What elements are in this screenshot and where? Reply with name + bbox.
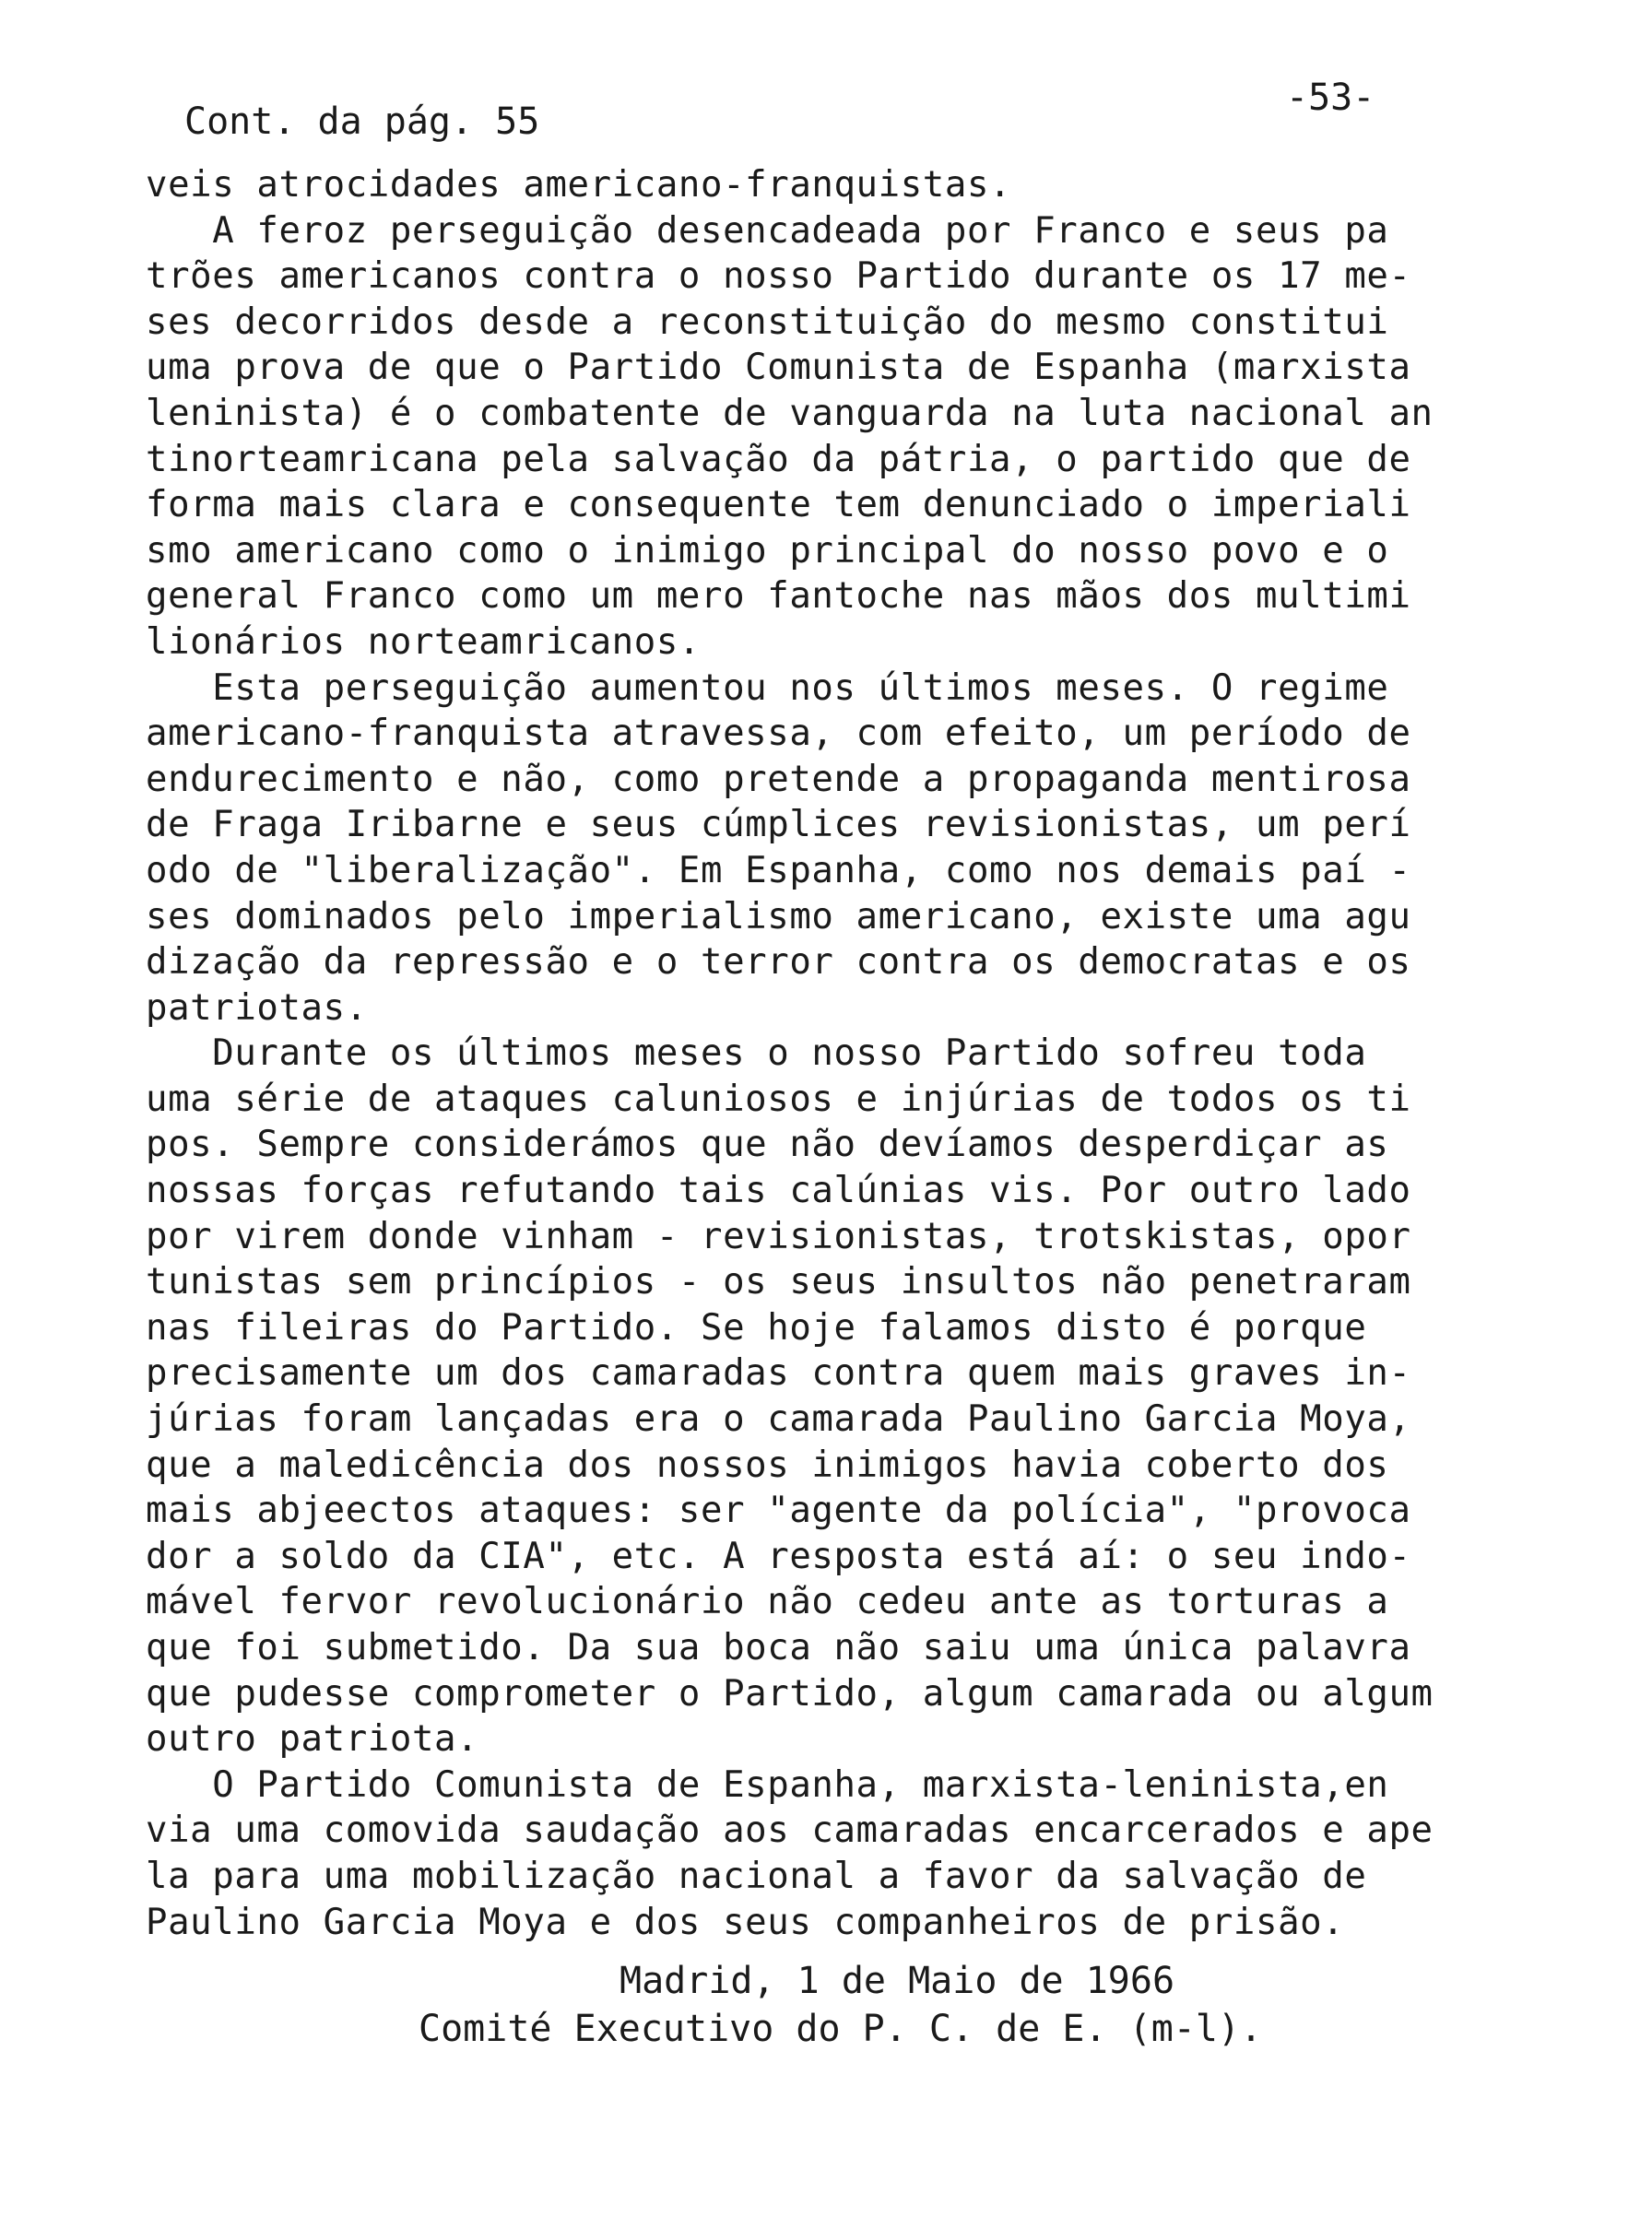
body-line: júrias foram lançadas era o camarada Paulino Garcia Moya, bbox=[146, 1398, 1411, 1441]
body-line: americano-franquista atravessa, com efeito, um período de bbox=[146, 713, 1411, 755]
body-line: ses decorridos desde a reconstituição do mesmo constitui bbox=[146, 301, 1389, 343]
body-line: tunistas sem princípios - os seus insultos não penetraram bbox=[146, 1261, 1411, 1303]
body-line: outro patriota. bbox=[146, 1718, 479, 1761]
document-body bbox=[146, 162, 1584, 1945]
body-line: trões americanos contra o nosso Partido durante os 17 me- bbox=[146, 255, 1411, 298]
body-line: smo americano como o inimigo principal do nosso povo e o bbox=[146, 529, 1389, 572]
body-line: lionários norteamricanos. bbox=[146, 620, 701, 663]
body-line: pos. Sempre considerámos que não devíamos desperdiçar as bbox=[146, 1124, 1389, 1166]
body-line: dização da repressão e o terror contra os democratas e os bbox=[146, 941, 1411, 984]
body-line: uma prova de que o Partido Comunista de Espanha (marxista bbox=[146, 347, 1411, 389]
body-line: dor a soldo da CIA", etc. A resposta está aí: o seu indo- bbox=[146, 1535, 1411, 1577]
body-line: precisamente um dos camaradas contra quem mais graves in- bbox=[146, 1352, 1411, 1395]
body-line: Esta perseguição aumentou nos últimos meses. O regime bbox=[146, 666, 1389, 709]
body-line: odo de "liberalização". Em Espanha, como nos demais paí - bbox=[146, 849, 1411, 891]
body-line: patriotas. bbox=[146, 986, 368, 1029]
body-line: mável fervor revolucionário não cedeu ante as torturas a bbox=[146, 1581, 1389, 1623]
body-line: nas fileiras do Partido. Se hoje falamos disto é porque bbox=[146, 1306, 1367, 1349]
body-line: A feroz perseguição desencadeada por Franco e seus pa bbox=[146, 209, 1389, 252]
body-line: mais abjeectos ataques: ser "agente da polícia", "provoca bbox=[146, 1490, 1411, 1532]
body-line: la para uma mobilização nacional a favor da salvação de bbox=[146, 1855, 1367, 1897]
body-line: que a maledicência dos nossos inimigos havia coberto dos bbox=[146, 1444, 1389, 1486]
body-line: O Partido Comunista de Espanha, marxista-leninista,en bbox=[146, 1763, 1389, 1806]
signing-committee: Comité Executivo do P. C. de E. (m-l). bbox=[419, 2008, 1263, 2050]
body-line: general Franco como um mero fantoche nas mãos dos multimi bbox=[146, 575, 1411, 618]
body-line: veis atrocidades americano-franquistas. bbox=[146, 164, 1012, 206]
body-line: que pudesse comprometer o Partido, algum camarada ou algum bbox=[146, 1672, 1434, 1715]
body-line: ses dominados pelo imperialismo americano, existe uma agu bbox=[146, 895, 1411, 937]
body-line: via uma comovida saudação aos camaradas encarcerados e ape bbox=[146, 1810, 1434, 1852]
body-line: nossas forças refutando tais calúnias vis. Por outro lado bbox=[146, 1170, 1411, 1212]
body-line: tinorteamricana pela salvação da pátria, o partido que de bbox=[146, 438, 1411, 480]
place-date: Madrid, 1 de Maio de 1966 bbox=[620, 1960, 1175, 2002]
body-line: Durante os últimos meses o nosso Partido sofreu toda bbox=[146, 1032, 1367, 1075]
body-line: endurecimento e não, como pretende a propaganda mentirosa bbox=[146, 758, 1411, 800]
body-line: por virem donde vinham - revisionistas, trotskistas, opor bbox=[146, 1215, 1411, 1257]
body-line: uma série de ataques caluniosos e injúrias de todos os ti bbox=[146, 1078, 1411, 1120]
continuation-note: Cont. da pág. 55 bbox=[184, 100, 540, 143]
body-line: forma mais clara e consequente tem denunciado o imperiali bbox=[146, 484, 1411, 526]
page-number: -53- bbox=[1286, 77, 1375, 119]
body-line: Paulino Garcia Moya e dos seus companheiros de prisão. bbox=[146, 1901, 1345, 1943]
body-line: de Fraga Iribarne e seus cúmplices revisionistas, um perí bbox=[146, 804, 1411, 846]
body-line: leninista) é o combatente de vanguarda na luta nacional an bbox=[146, 392, 1434, 434]
body-line: que foi submetido. Da sua boca não saiu uma única palavra bbox=[146, 1627, 1411, 1668]
